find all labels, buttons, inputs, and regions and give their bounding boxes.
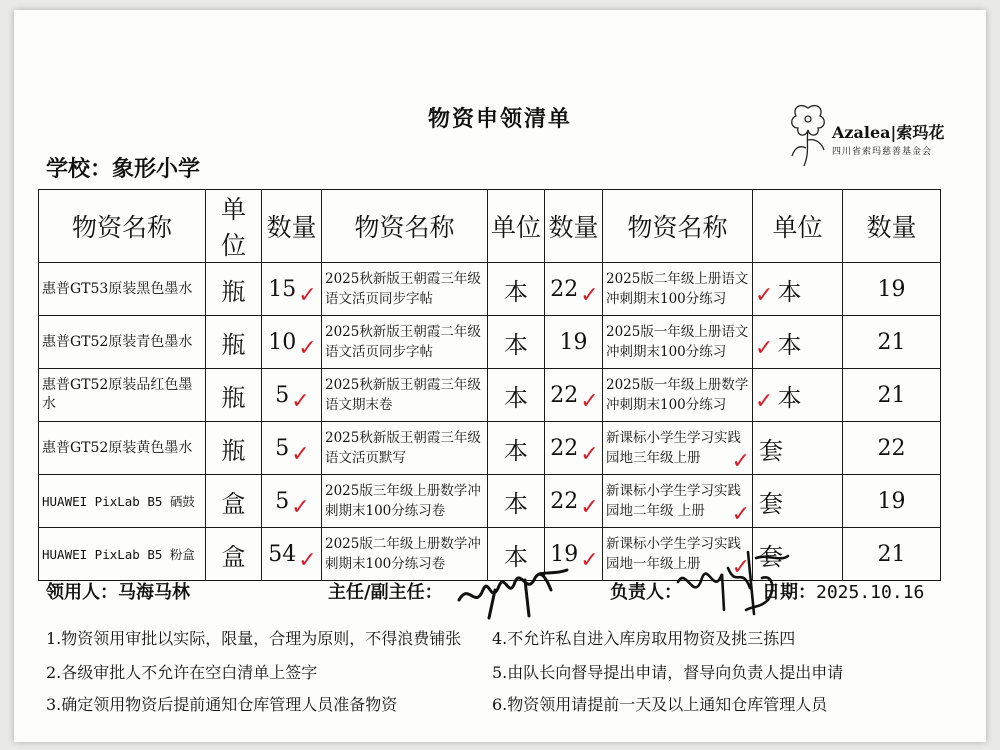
- item-name-text: 新课标小学生学习实践园地二年级 上册: [606, 483, 741, 519]
- checkmark-icon: ✓: [731, 502, 750, 527]
- quantity-value: 54: [268, 541, 297, 567]
- checkmark-icon: ✓: [291, 388, 310, 414]
- item-name: 惠普GT52原装青色墨水: [39, 316, 206, 369]
- table-header-row: [39, 190, 941, 263]
- logo-name: Azalea|索玛花: [832, 123, 945, 142]
- item-quantity: [262, 316, 322, 369]
- foundation-logo: [786, 100, 961, 172]
- quantity-value: 10: [268, 329, 297, 355]
- quantity-value: 5: [275, 382, 290, 408]
- item-unit: [753, 263, 843, 316]
- item-unit: 本: [488, 422, 545, 475]
- item-unit: 套: [753, 422, 843, 475]
- item-name: 2025版一年级上册语文冲刺期末100分练习: [603, 316, 753, 369]
- checkmark-icon: ✓: [291, 494, 310, 520]
- quantity-value: 22: [550, 488, 579, 514]
- checkmark-icon: ✓: [580, 388, 599, 414]
- item-quantity: [545, 475, 603, 528]
- item-name: 2025秋新版王朝霞二年级语文活页同步字帖: [322, 316, 488, 369]
- logo-subtitle: 四川省索玛慈善基金会: [832, 147, 933, 157]
- table-row: [39, 369, 941, 422]
- header-quantity: 数量: [843, 190, 941, 263]
- item-unit: 本: [488, 475, 545, 528]
- item-quantity: 21: [843, 369, 941, 422]
- item-name: [603, 475, 753, 528]
- item-name: 惠普GT53原装黑色墨水: [39, 263, 206, 316]
- applicant-field: [46, 578, 190, 604]
- responsible-label: 负责人：: [610, 582, 682, 603]
- rule-text: 1.物资领用审批以实际，限量，合理为原则，不得浪费铺张: [46, 629, 462, 648]
- item-name: HUAWEI PixLab B5 粉盒: [39, 528, 206, 581]
- item-unit: 瓶: [206, 263, 262, 316]
- quantity-value: 22: [550, 435, 579, 461]
- rule-text: 5.由队长向督导提出申请，督导向负责人提出申请: [492, 663, 844, 682]
- rule-text: 2.各级审批人不允许在空白清单上签字: [46, 663, 318, 682]
- item-quantity: 22: [843, 422, 941, 475]
- item-name: 2025版三年级上册数学冲刺期末100分练习卷: [322, 475, 488, 528]
- checkmark-icon: ✓: [580, 494, 599, 520]
- header-unit: 单位: [488, 190, 545, 263]
- item-name: 2025版二年级上册数学冲刺期末100分练习卷: [322, 528, 488, 581]
- item-unit: 本: [488, 263, 545, 316]
- item-quantity: [262, 528, 322, 581]
- item-quantity: [262, 369, 322, 422]
- item-quantity: 19: [545, 316, 603, 369]
- quantity-value: 5: [275, 488, 290, 514]
- unit-value: 本: [777, 277, 802, 306]
- item-quantity: [262, 422, 322, 475]
- item-name: 2025版一年级上册数学冲刺期末100分练习: [603, 369, 753, 422]
- checkmark-icon: ✓: [298, 282, 317, 308]
- quantity-value: 22: [550, 382, 579, 408]
- item-name: [603, 422, 753, 475]
- header-quantity: 数量: [262, 190, 322, 263]
- date-value: 2025.10.16: [816, 582, 925, 603]
- checkmark-icon: ✓: [580, 547, 599, 573]
- item-unit: 瓶: [206, 422, 262, 475]
- item-unit: [753, 316, 843, 369]
- item-quantity: [545, 263, 603, 316]
- header-unit: 单位: [753, 190, 843, 263]
- header-item-name: 物资名称: [603, 190, 753, 263]
- header-item-name: 物资名称: [39, 190, 206, 263]
- item-name: HUAWEI PixLab B5 硒鼓: [39, 475, 206, 528]
- item-unit: 瓶: [206, 316, 262, 369]
- header-quantity: 数量: [545, 190, 603, 263]
- item-unit: 盒: [206, 528, 262, 581]
- rule-text: 3.确定领用物资后提前通知仓库管理人员准备物资: [46, 695, 398, 714]
- item-name-text: 新课标小学生学习实践园地三年级上册: [606, 430, 741, 466]
- checkmark-icon: ✓: [755, 335, 774, 361]
- table-row: [39, 316, 941, 369]
- item-name: 惠普GT52原装品红色墨水: [39, 369, 206, 422]
- checkmark-icon: ✓: [580, 441, 599, 467]
- item-name: 2025秋新版王朝霞三年级语文活页默写: [322, 422, 488, 475]
- checkmark-icon: ✓: [731, 449, 750, 474]
- item-quantity: [545, 422, 603, 475]
- table-row: [39, 475, 941, 528]
- table-row: [39, 263, 941, 316]
- supply-table: [38, 189, 941, 581]
- item-quantity: [262, 263, 322, 316]
- checkmark-icon: ✓: [580, 282, 599, 308]
- item-quantity: 19: [843, 475, 941, 528]
- checkmark-icon: ✓: [298, 547, 317, 573]
- unit-value: 本: [777, 330, 802, 359]
- quantity-value: 22: [550, 276, 579, 302]
- azalea-flower-icon: [786, 100, 830, 170]
- item-unit: 本: [488, 528, 545, 581]
- item-quantity: [262, 475, 322, 528]
- unit-value: 本: [777, 383, 802, 412]
- table-row: [39, 422, 941, 475]
- quantity-value: 5: [275, 435, 290, 461]
- item-name: 2025秋新版王朝霞三年级语文活页同步字帖: [322, 263, 488, 316]
- rule-text: 4.不允许私自进入库房取用物资及挑三拣四: [492, 629, 796, 648]
- quantity-value: 15: [268, 276, 297, 302]
- date-label: 日期：: [762, 582, 816, 603]
- responsible-signature: [672, 548, 792, 618]
- item-unit: 盒: [206, 475, 262, 528]
- item-unit: 套: [753, 528, 843, 581]
- item-unit: 本: [488, 316, 545, 369]
- applicant-label: 领用人：: [46, 582, 118, 603]
- item-name: 2025版二年级上册语文冲刺期末100分练习: [603, 263, 753, 316]
- item-name: 惠普GT52原装黄色墨水: [39, 422, 206, 475]
- item-name-text: 新课标小学生学习实践园地一年级上册: [606, 536, 741, 572]
- item-quantity: [545, 369, 603, 422]
- item-unit: 本: [488, 369, 545, 422]
- rule-text: 6.物资领用请提前一天及以上通知仓库管理人员: [492, 695, 828, 714]
- checkmark-icon: ✓: [755, 282, 774, 308]
- item-name: 2025秋新版王朝霞三年级语文期末卷: [322, 369, 488, 422]
- school-name: 学校：象形小学: [46, 157, 201, 182]
- header-unit: 单位: [206, 190, 262, 263]
- item-unit: [753, 369, 843, 422]
- applicant-name: 马海马林: [118, 582, 190, 603]
- checkmark-icon: ✓: [731, 555, 750, 580]
- checkmark-icon: ✓: [298, 335, 317, 361]
- director-signature: [455, 560, 575, 620]
- item-quantity: 19: [843, 263, 941, 316]
- checkmark-icon: ✓: [291, 441, 310, 467]
- checkmark-icon: ✓: [755, 388, 774, 414]
- item-unit: 瓶: [206, 369, 262, 422]
- quantity-value: 19: [550, 541, 579, 567]
- director-label: 主任/副主任：: [328, 582, 443, 603]
- item-quantity: 21: [843, 316, 941, 369]
- form-title: 物资申领清单: [427, 106, 572, 132]
- item-quantity: 21: [843, 528, 941, 581]
- item-unit: 套: [753, 475, 843, 528]
- header-item-name: 物资名称: [322, 190, 488, 263]
